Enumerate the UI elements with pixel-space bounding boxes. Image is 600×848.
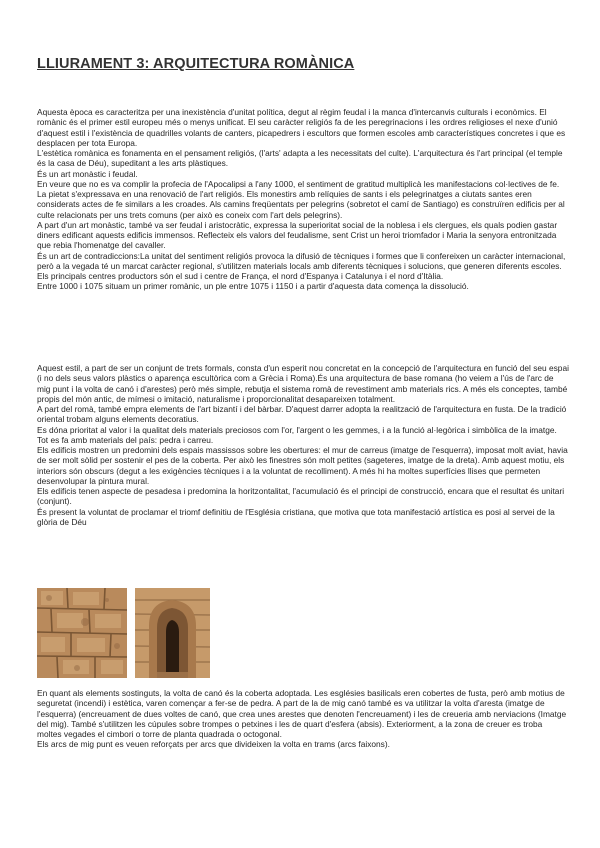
paragraph: Aquest estil, a part de ser un conjunt de trets formals, consta d'un esperit nou concretat en la concepció de l'arquitectura en funció del seu espai (i no dels seus valors plàstics o aparença escultòrica com a Grècia i Roma).És una arquitectura de base romana (ho veiem a l'ús de l'arc de mig punt i la volta de canó i d'arestes) però més simple, rebutja el sistema romà de revestiment amb materials rics. A més els conceptes, també propis del món antic, de mímesi o imitació, naturalisme i proporcionalitat desapareixen totalment. (37, 363, 569, 404)
paragraph: En quant als elements sostinguts, la volta de canó és la coberta adoptada. Les esglésies basilicals eren cobertes de fusta, però amb motius de seguretat (incendi) i estètica, varen començar a fer-se de pedra. A part de la de mig canó també es va utilitzar la volta d'aresta (imatge de l'esquerra) (encreuament de dues voltes de canó, que crea unes arestes que denoten l'encreuament) i les de creueria amb nerviacions (Imatge del mig). També s'utilitzen les cúpules sobre trompes o petxines i les de quart d'esfera (absis). Exteriorment, a la zona de creuer es troba moltes vegades el cimbori o torre de planta quadrada o octogonal. (37, 688, 567, 739)
paragraph: Aquesta època es caracteritza per una inexistència d'unitat política, degut al règim feudal i la manca d'intercanvis culturals i econòmics. El romànic és el primer estil europeu més o menys unificat. El seu caràcter religiós fa de les peregrinacions i les ordres religioses el nexe d'unió d'aquest estil i l'existència de quadrilles volants de canters, picapedrers i escultors que formen escoles amb característiques concretes i que es desplacen per tota Europa. (37, 107, 566, 148)
paragraph: És un art de contradiccions:La unitat del sentiment religiós provoca la difusió de tècniques i formes que li confereixen un caràcter internacional, però a la vegada té un marcat caràcter regional, s'utilitzen materials locals amb diferents tècniques i solucions, que generen diferents escoles. Els principals centres productors són el sud i centre de França, el nord d'Espanya i Catalunya i el nord d'Itàlia. (37, 250, 566, 281)
paragraph: Entre 1000 i 1075 situam un primer romànic, un ple entre 1075 i 1150 i a partir d'aquesta data comença la dissolució. (37, 281, 469, 292)
paragraph: En veure que no es va complir la profecia de l'Apocalipsi a l'any 1000, el sentiment de gratitud multiplicà les manifestacions col·lectives de fe. La pietat s'expressava en una renovació de l'art religiós. Els monestirs amb relíquies de sants i els pelegrinatges a ciutats santes eren considerats actes de fe similars a les croades. Als camins freqüentats per pelegrins (sobretot el camí de Santiago) es construïren edificis per al culte relacionats per uns trets comuns (per això es coneix com l'art dels pelegrins). (37, 178, 565, 220)
paragraph: A part d'un art monàstic, també va ser feudal i aristocràtic, expressa la superioritat social de la noblesa i els clergues, els quals podien gastar diners edificant aquests edificis immensos. Reflecteix els valors del feudalisme, sent Crist un heroi triomfador i Maria la senyora entronitzada que rebia l'homenatge del cavaller. (37, 219, 558, 251)
paragraph: És present la voluntat de proclamar el triomf definitiu de l'Església cristiana, que motiva que tota manifestació artística es posi al servei de la glòria de Déu (37, 506, 555, 527)
paragraph: Els edificis mostren un predomini dels espais massissos sobre les obertures: el mur de carreus (imatge de l'esquerra), imposat molt aviat, havia de ser molt sòlid per sostenir el pes de la coberta. Per això les finestres són molt petites (sageteres, imatge de la dreta). Amb aquest motiu, els interiors són obscurs (degut a les exigències tècniques i a la voluntat de recolliment). A més hi ha moltes superfícies llises que permeten desenvolupar la pintura mural. (37, 445, 568, 486)
style-section (37, 363, 569, 527)
paragraph: Tot es fa amb materials del país: pedra i carreu. (37, 434, 214, 445)
paragraph: L'estètica romànica es fonamenta en el pensament religiós, (l'arts' adapta a les necessitats del culte). L'arquitectura és l'art principal (el temple és la casa de Déu), supeditant a les arts plàstiques. (37, 148, 563, 169)
stone-wall-image (37, 588, 127, 678)
intro-section (37, 107, 569, 292)
paragraph: A part del romà, també empra elements de l'art bizantí i del bàrbar. D'aquest darrer adopta la realització de l'arquitectura en fusta. De la tradició oriental trobam alguns elements decoratius. (37, 404, 567, 425)
paragraph: És un art monàstic i feudal. (37, 168, 138, 179)
paragraph: Els arcs de mig punt es veuen reforçats per arcs que divideixen la volta en trams (arcs faixons). (37, 739, 390, 750)
vaults-section (37, 688, 569, 750)
paragraph: Els edificis tenen aspecte de pesadesa i predomina la horitzontalitat, l'acumulació és el principi de construcció, encara que el resultat és unitari (conjunt). (37, 486, 565, 507)
arrow-slit-window-image (135, 588, 210, 678)
paragraph: Es dóna prioritat al valor i la qualitat dels materials preciosos com l'or, l'argent o les gemmes, i a la funció al·legòrica i simbòlica de la imatge. (37, 424, 557, 435)
page-title: LLIURAMENT 3: ARQUITECTURA ROMÀNICA (37, 56, 355, 72)
